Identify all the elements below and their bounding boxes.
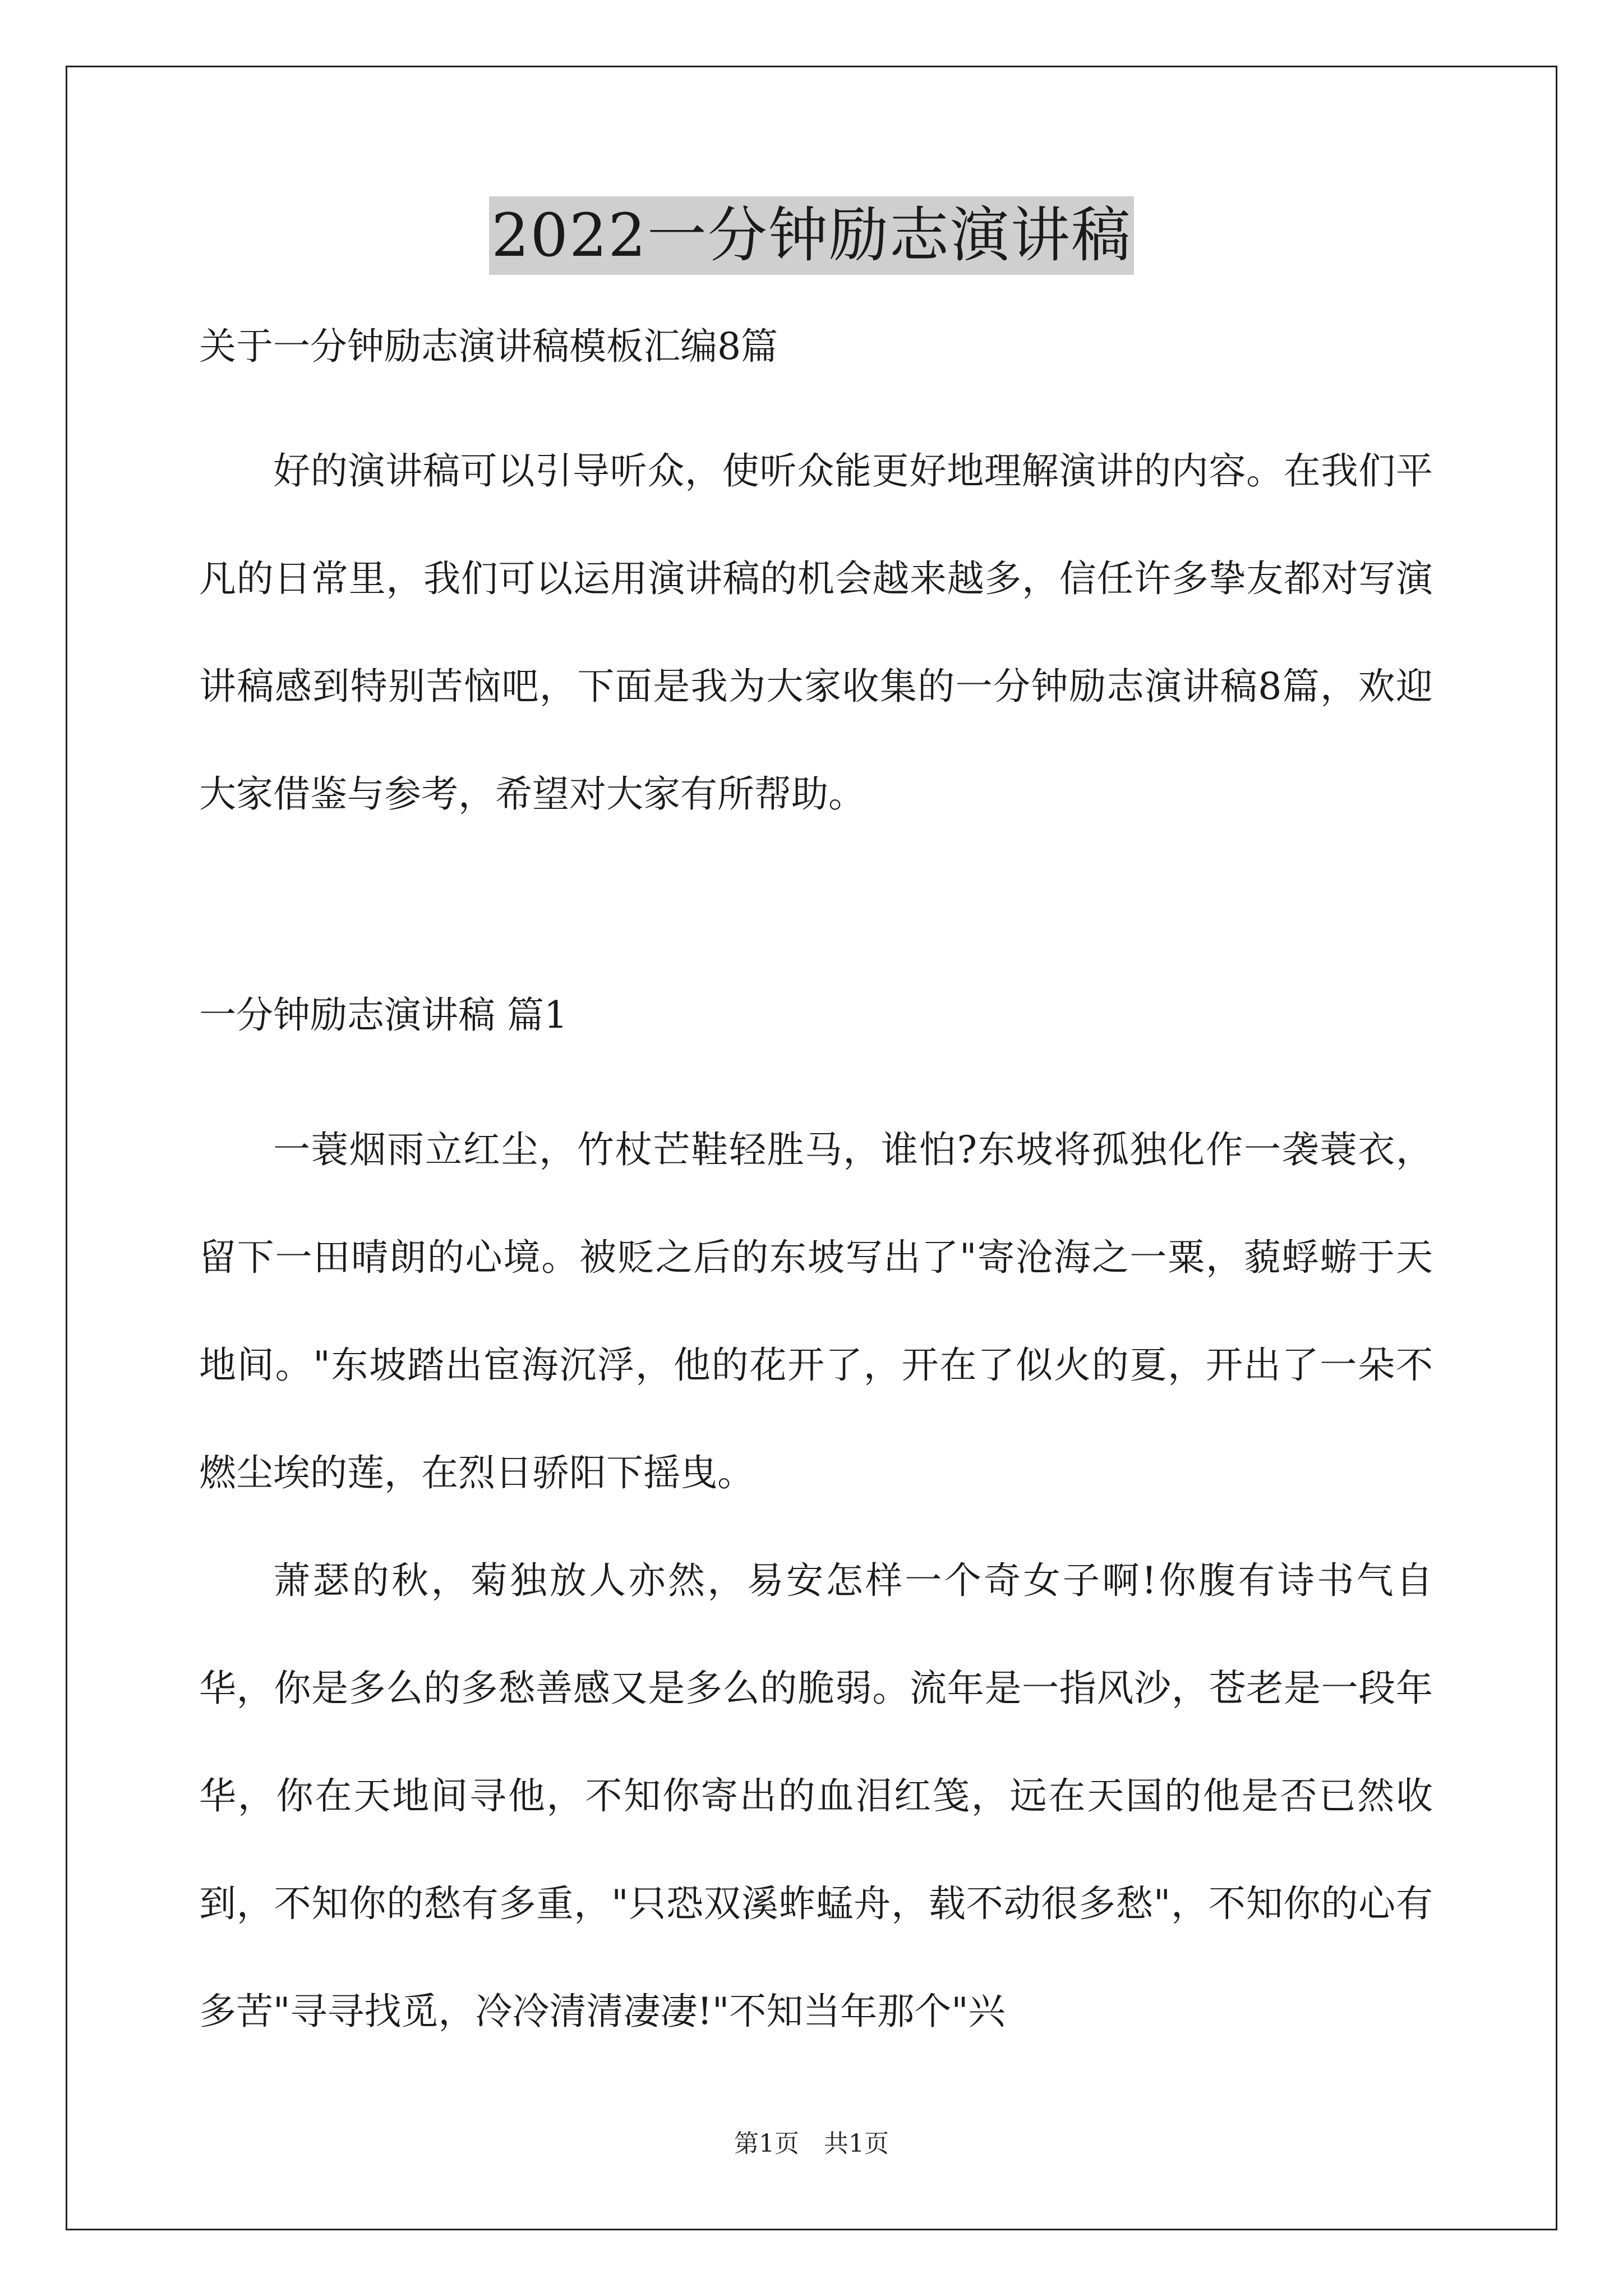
document-title: 2022一分钟励志演讲稿 — [489, 196, 1134, 275]
body-paragraph: 萧瑟的秋，菊独放人亦然，易安怎样一个奇女子啊!你腹有诗书气自华，你是多么的多愁善感又是多么的脆弱。流年是一指风沙，苍老是一段年华，你在天地间寻他，不知你寄出的血泪红笺，远在天国的他是否已然收到，不知你的愁有多重，"只恐双溪蚱蜢舟，载不动很多愁"，不知你的心有多苦"寻寻找觅，冷冷清清凄凄!"不知当年那个"兴 — [199, 1559, 1433, 2033]
page-footer: 第1页 共1页 — [734, 2129, 889, 2158]
document-subtitle: 关于一分钟励志演讲稿模板汇编8篇 — [199, 325, 778, 368]
body-paragraph: 一蓑烟雨立红尘，竹杖芒鞋轻胜马，谁怕?东坡将孤独化作一袭蓑衣，留下一田晴朗的心境。被贬之后的东坡写出了"寄沧海之一粟，藐蜉蝣于天地间。"东坡踏出宦海沉浮，他的花开了，开在了似火的夏，开出了一朵不燃尘埃的莲，在烈日骄阳下摇曳。 — [199, 1128, 1433, 1494]
title-container — [0, 196, 1623, 275]
section-heading: 一分钟励志演讲稿 篇1 — [199, 993, 568, 1037]
intro-paragraph: 好的演讲稿可以引导听众，使听众能更好地理解演讲的内容。在我们平凡的日常里，我们可以运用演讲稿的机会越来越多，信任许多挚友都对写演讲稿感到特别苦恼吧，下面是我为大家收集的一分钟励志演讲稿8篇，欢迎大家借鉴与参考，希望对大家有所帮助。 — [199, 449, 1433, 816]
document-body — [199, 309, 1433, 2065]
